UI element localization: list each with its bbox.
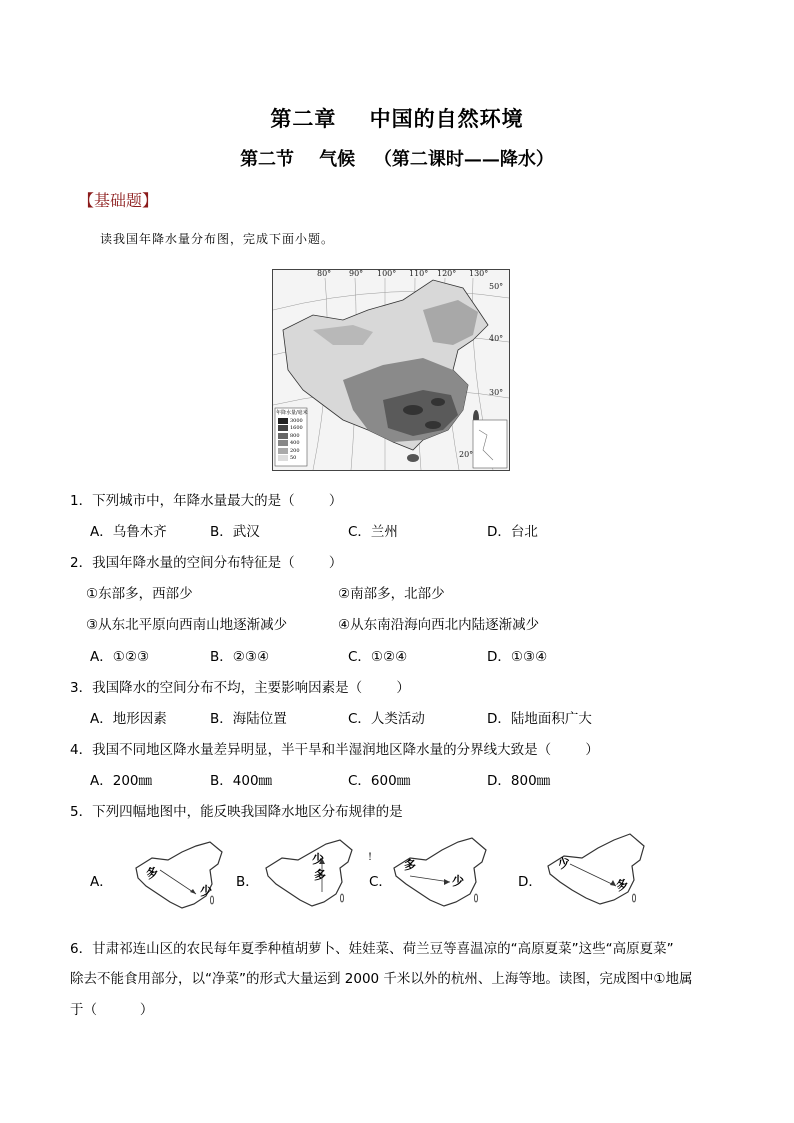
question-4-option-c[interactable]: C．600㎜: [348, 773, 411, 789]
question-1-stem: 1．下列城市中，年降水量最大的是（ ）: [70, 493, 343, 509]
label-more: 多: [614, 876, 631, 894]
lon-label: 130°: [469, 269, 489, 278]
label-more: 多: [314, 868, 327, 882]
lat-label: 40°: [489, 334, 504, 343]
question-1-option-a[interactable]: A．乌鲁木齐: [90, 524, 167, 540]
question-6-line-3: 于（ ）: [70, 1002, 154, 1018]
lat-label: 50°: [489, 282, 504, 291]
legend-value: 400: [290, 440, 300, 447]
intro-text: 读我国年降水量分布图，完成下面小题。: [100, 232, 335, 246]
option-c-map[interactable]: [388, 832, 494, 914]
legend: [278, 417, 306, 462]
stray-mark: !: [368, 852, 373, 863]
label-less: 少: [200, 884, 213, 898]
lon-label: 110°: [409, 269, 429, 278]
question-2-option-d[interactable]: D．①③④: [487, 649, 548, 665]
lon-label: 80°: [317, 269, 332, 278]
question-2-statement-2: ②南部多，北部少: [338, 586, 445, 602]
question-2-statement-3: ③从东北平原向西南山地逐渐减少: [86, 617, 288, 633]
question-2-option-a[interactable]: A．①②③: [90, 649, 150, 665]
question-5-option-c[interactable]: C．: [369, 874, 392, 890]
question-4-option-a[interactable]: A．200㎜: [90, 773, 153, 789]
legend-value: 3000: [290, 417, 303, 424]
label-more: 多: [404, 858, 417, 872]
question-3-option-d[interactable]: D．陆地面积广大: [487, 711, 592, 727]
question-5-stem: 5．下列四幅地图中，能反映我国降水地区分布规律的是: [70, 804, 403, 820]
label-less: 少: [556, 854, 573, 872]
label-more: 多: [144, 864, 161, 882]
lon-label: 90°: [349, 269, 364, 278]
question-2-statement-1: ①东部多，西部少: [86, 586, 193, 602]
china-outline-map: [130, 838, 230, 914]
question-1-option-c[interactable]: C．兰州: [348, 524, 398, 540]
question-1-option-d[interactable]: D．台北: [487, 524, 538, 540]
legend-value: 50: [290, 455, 297, 462]
question-3-option-c[interactable]: C．人类活动: [348, 711, 425, 727]
label-less: 少: [452, 874, 465, 888]
option-b-map[interactable]: [260, 834, 360, 914]
question-6-line-2: 除去不能食用部分，以“净菜”的形式大量运到 2000 千米以外的杭州、上海等地。读图，完成图中①地属: [70, 971, 693, 987]
question-5-option-a[interactable]: A．: [90, 874, 113, 890]
question-1-option-b[interactable]: B．武汉: [210, 524, 260, 540]
question-3-stem: 3．我国降水的空间分布不均，主要影响因素是（ ）: [70, 680, 410, 696]
question-2-stem: 2．我国年降水量的空间分布特征是（ ）: [70, 555, 343, 571]
legend-value: 200: [290, 447, 300, 454]
china-outline-map: [542, 828, 652, 914]
question-5-option-b[interactable]: B．: [236, 874, 259, 890]
question-2-statement-4: ④从东南沿海向西北内陆逐渐减少: [338, 617, 540, 633]
option-d-map[interactable]: [542, 828, 652, 914]
question-5-option-d[interactable]: D．: [518, 874, 542, 890]
lat-label: 20°: [459, 450, 474, 459]
chapter-title: 第二章 中国的自然环境: [270, 106, 524, 131]
lon-label: 100°: [377, 269, 397, 278]
china-outline-map: [388, 832, 494, 914]
question-2-option-b[interactable]: B．②③④: [210, 649, 270, 665]
precipitation-map-graphic: [273, 270, 509, 470]
question-3-option-a[interactable]: A．地形因素: [90, 711, 167, 727]
question-4-stem: 4．我国不同地区降水量差异明显，半干旱和半湿润地区降水量的分界线大致是（ ）: [70, 742, 599, 758]
section-label: 【基础题】: [78, 191, 159, 210]
lon-label: 120°: [437, 269, 457, 278]
label-less: 少: [312, 852, 325, 866]
section-subtitle: 第二节 气候 （第二课时——降水）: [240, 149, 554, 170]
question-2-option-c[interactable]: C．①②④: [348, 649, 408, 665]
question-4-option-b[interactable]: B．400㎜: [210, 773, 273, 789]
option-a-map[interactable]: [130, 838, 230, 914]
question-6-line-1: 6．甘肃祁连山区的农民每年夏季种植胡萝卜、娃娃菜、荷兰豆等喜温凉的“高原夏菜”这些“高原夏菜”: [70, 941, 674, 957]
precipitation-map: [272, 269, 510, 471]
lat-label: 30°: [489, 388, 504, 397]
china-outline-map: [260, 834, 360, 914]
legend-value: 1600: [290, 425, 303, 432]
legend-value: 800: [290, 432, 300, 439]
question-3-option-b[interactable]: B．海陆位置: [210, 711, 287, 727]
legend-title: 年降水量/毫米: [276, 410, 308, 416]
question-4-option-d[interactable]: D．800㎜: [487, 773, 551, 789]
